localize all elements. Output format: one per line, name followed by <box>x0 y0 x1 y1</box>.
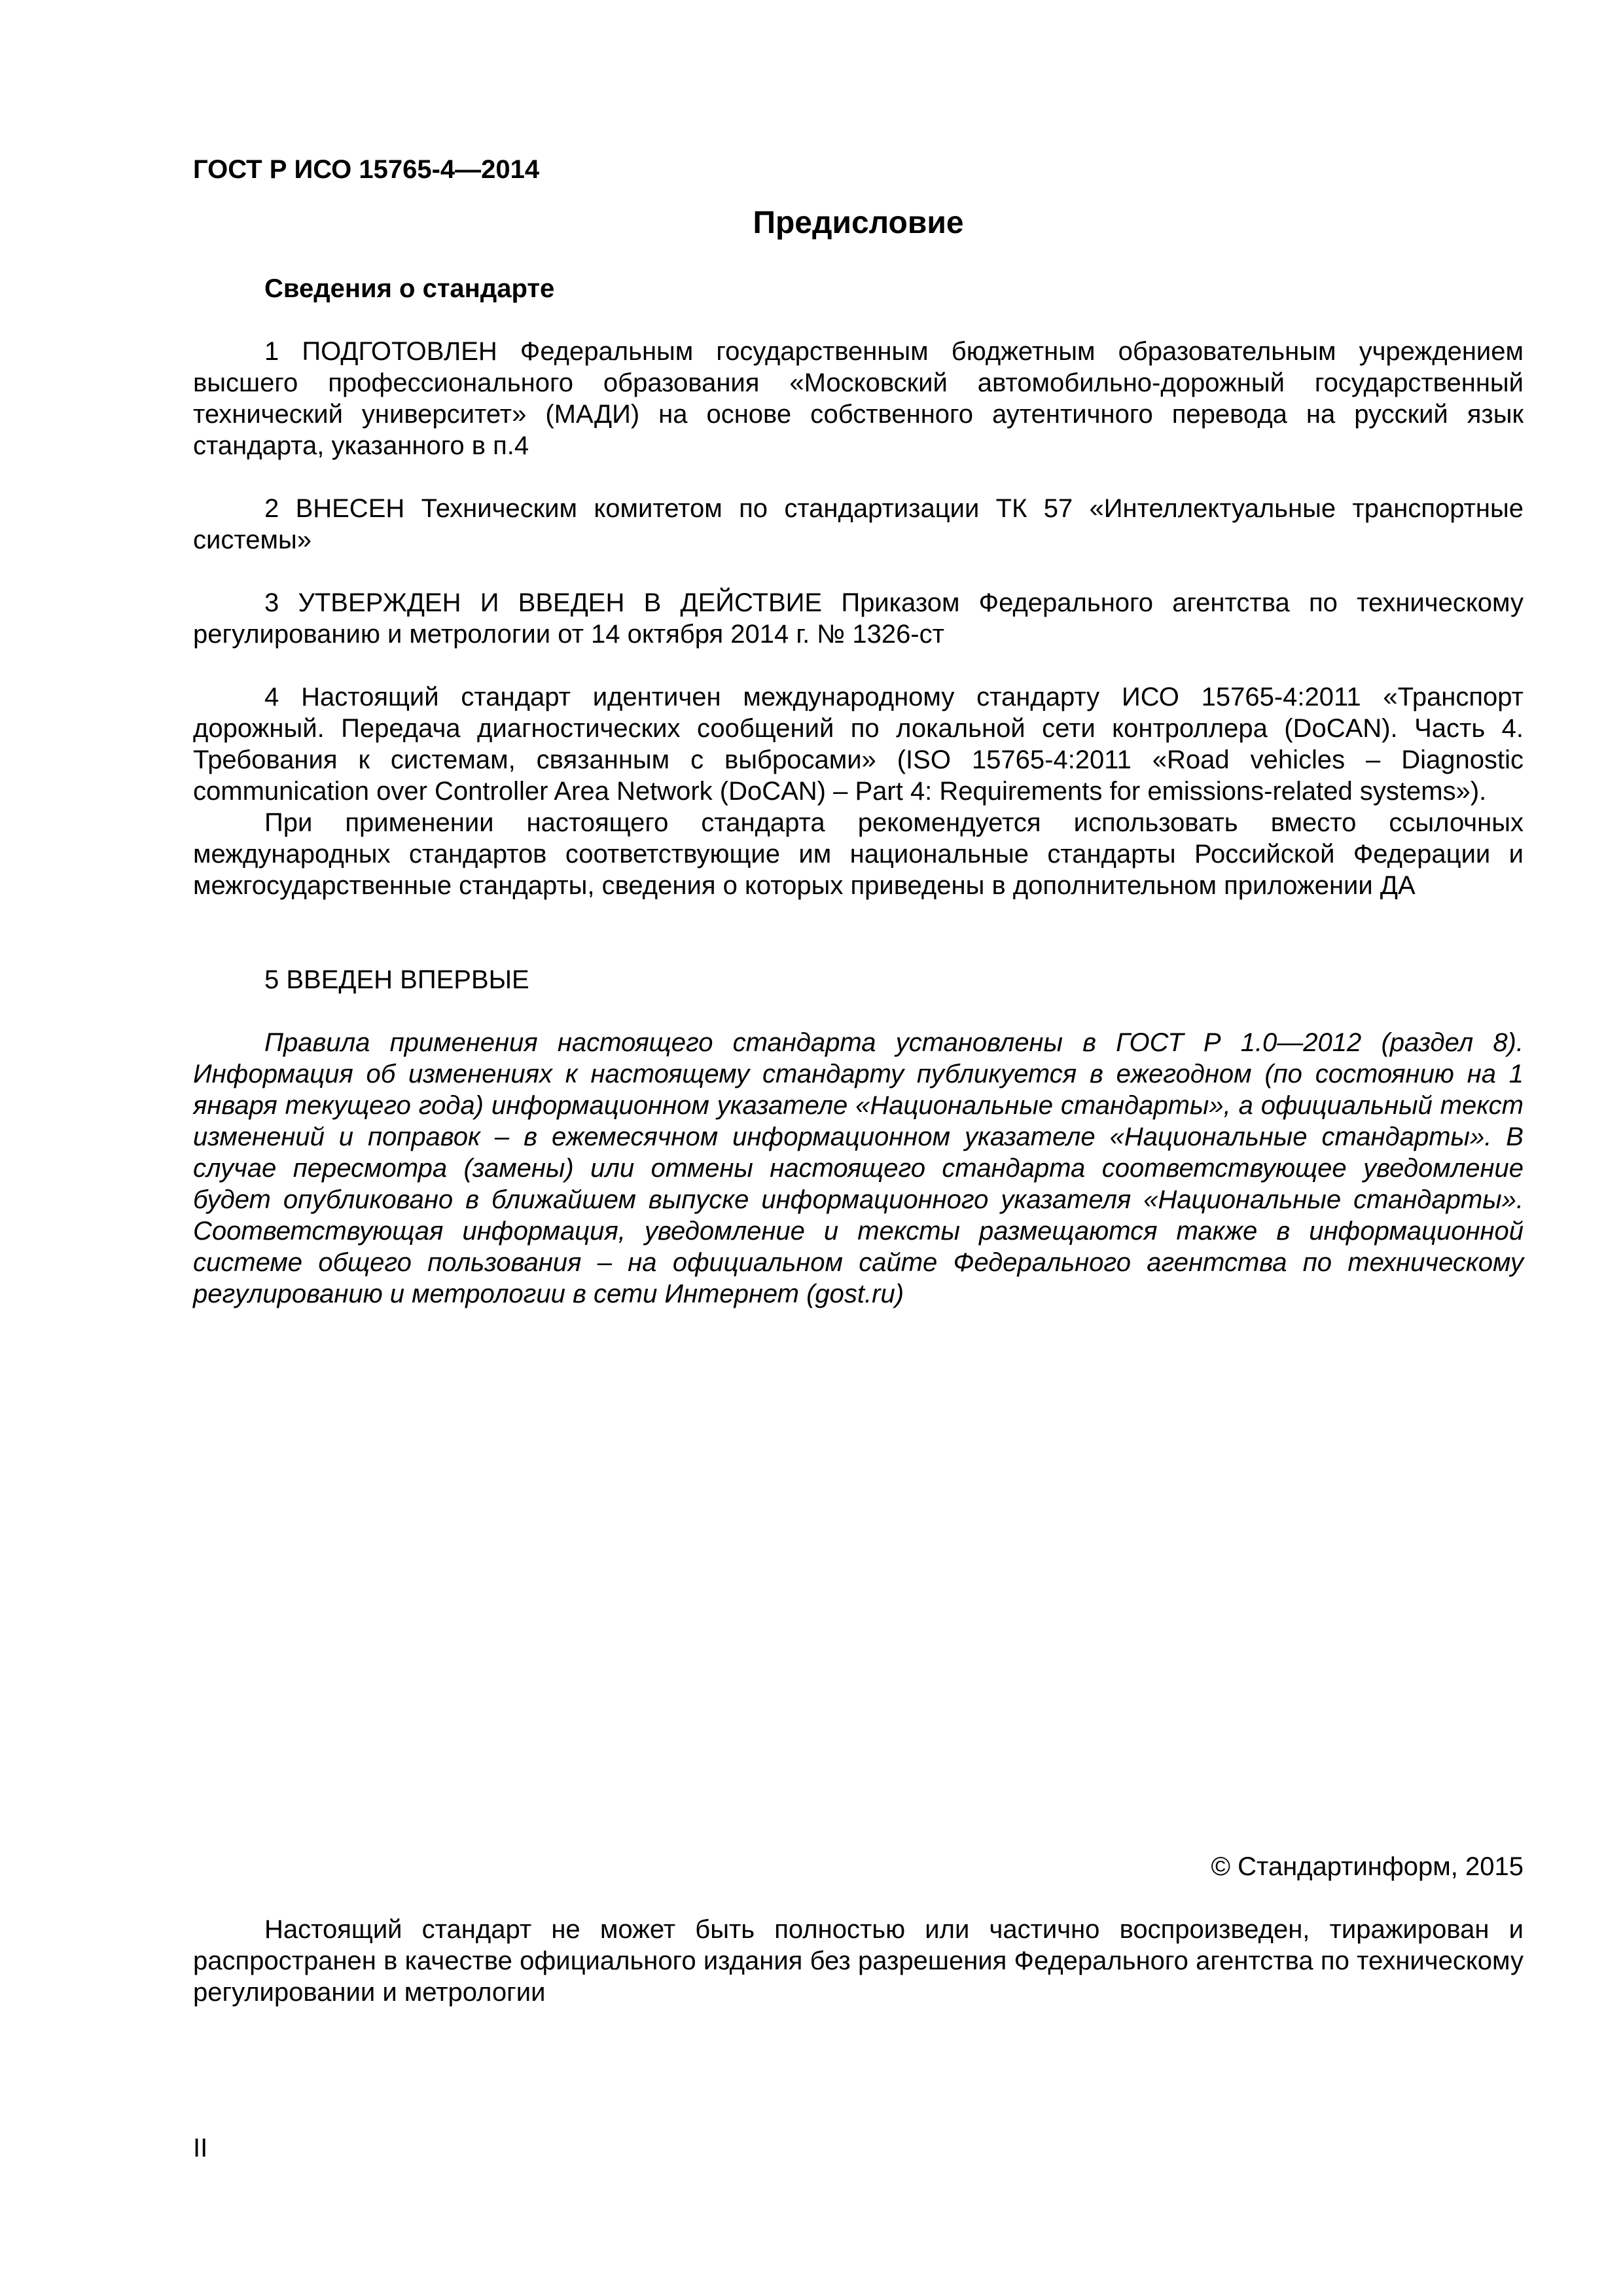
paragraph-approved-block <box>193 587 1524 650</box>
paragraph-introduced: 5 ВВЕДЕН ВПЕРВЫЕ <box>264 965 529 994</box>
paragraph-rules: Правила применения настоящего стандарта установлены в ГОСТ Р 1.0—2012 (раздел 8). Информация об изменениях к настоящему стандарту публикуется в ежегодном (по состоянию на 1 января текущего года) информационном указателе «Национальные стандарты», а официальный текст изменений и поправок – в ежемесячном информационном указателе «Национальные стандарты». В случае пересмотра (замены) или отмены настоящего стандарта соответствующее уведомление будет опубликовано в ближайшем выпуске информационного указателя «Национальные стандарты». Соответствующая информация, уведомление и тексты размещаются также в информационной системе общего пользования – на официальном сайте Федерального агентства по техническому регулированию и метрологии в сети Интернет (gost.ru) <box>193 1028 1524 1308</box>
paragraph-approved: 3 УТВЕРЖДЕН И ВВЕДЕН В ДЕЙСТВИЕ Приказом Федерального агентства по техническому регулированию и метрологии от 14 октября 2014 г. № 1326-ст <box>193 588 1524 649</box>
page-number: II <box>193 2134 208 2162</box>
paragraph-submitted-block <box>193 493 1524 556</box>
copyright-line: © Стандартинформ, 2015 <box>1211 1852 1524 1881</box>
copyright-notice: Настоящий стандарт не может быть полностью или частично воспроизведен, тиражирован и распространен в качестве официального издания без разрешения Федерального агентства по техническому регулировании и метрологии <box>193 1915 1524 2007</box>
paragraph-rules-block <box>193 1027 1524 1310</box>
paragraph-prepared: 1 ПОДГОТОВЛЕН Федеральным государственным бюджетным образовательным учреждением высшего профессионального образования «Московский автомобильно-дорожный государственный технический университет» (МАДИ) на основе собственного аутентичного перевода на русский язык стандарта, указанного в п.4 <box>193 337 1524 460</box>
paragraph-submitted: 2 ВНЕСЕН Техническим комитетом по стандартизации ТК 57 «Интеллектуальные транспортные системы» <box>193 494 1524 554</box>
paragraph-introduced-block <box>193 964 1524 996</box>
copyright-notice-block <box>193 1914 1524 2008</box>
paragraph-prepared-block <box>193 336 1524 461</box>
page-title: Предисловие <box>753 206 964 240</box>
section-subtitle: Сведения о стандарте <box>264 274 555 303</box>
standard-code: ГОСТ Р ИСО 15765-4—2014 <box>193 155 540 184</box>
paragraph-identical-block <box>193 681 1524 901</box>
paragraph-identical: 4 Настоящий стандарт идентичен международному стандарту ИСО 15765-4:2011 «Транспорт дорожный. Передача диагностических сообщений по локальной сети контроллера (DoCAN). Часть 4. Требования к системам, связанным с выбросами» (ISO 15765-4:2011 «Road vehicles – Diagnostic communication over Controller Area Network (DoCAN) – Part 4: Requirements for emissions-related systems»). <box>193 683 1524 806</box>
paragraph-application: При применении настоящего стандарта рекомендуется использовать вместо ссылочных международных стандартов соответствующие им национальные стандарты Российской Федерации и межгосударственные стандарты, сведения о которых приведены в дополнительном приложении ДА <box>193 808 1524 900</box>
